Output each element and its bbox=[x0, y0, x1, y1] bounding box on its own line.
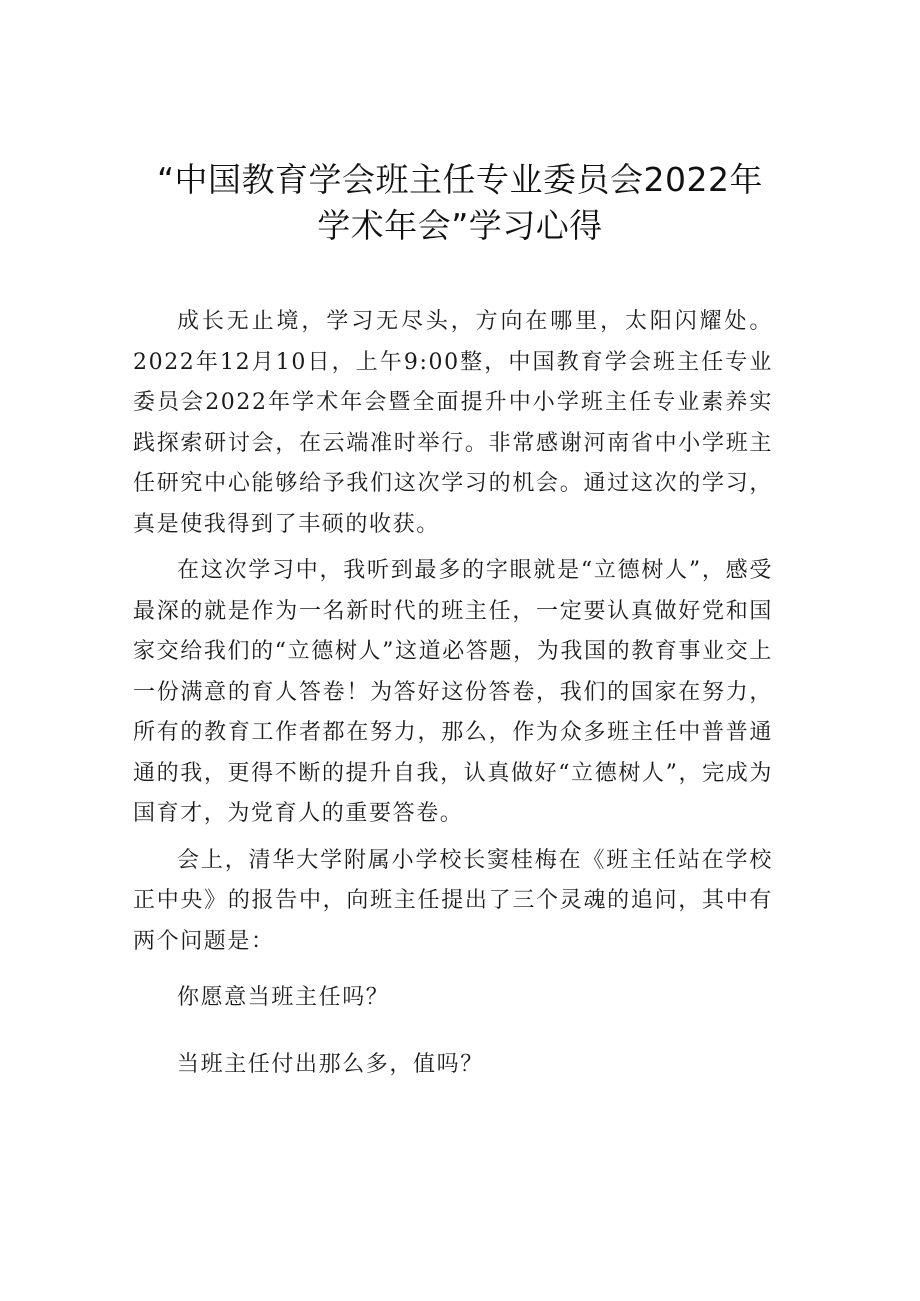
paragraph-conference-report: 会上，清华大学附属小学校长窦桂梅在《班主任站在学校正中央》的报告中，向班主任提出了三个灵魂的追问，其中有两个问题是： bbox=[133, 847, 773, 954]
paragraph-intro: 成长无止境，学习无尽头，方向在哪里，太阳闪耀处。2022年12月10日，上午9:00整，中国教育学会班主任专业委员会2022年学术年会暨全面提升中小学班主任专业素养实践探索研讨会，在云端准时举行。非常感谢河南省中小学班主任研究中心能够给予我们这次学习的机会。通过这次的学习，真是使我得到了丰硕的收获。 bbox=[133, 309, 773, 537]
document-body bbox=[133, 302, 773, 1091]
document-title: “中国教育学会班主任专业委员会2022年学术年会”学习心得 bbox=[156, 160, 764, 245]
question-worth-it: 当班主任付出那么多，值吗？ bbox=[177, 1051, 484, 1077]
question-willing: 你愿意当班主任吗？ bbox=[177, 985, 390, 1010]
paragraph-lide-shuren: 在这次学习中，我听到最多的字眼就是“立德树人”，感受最深的就是作为一名新时代的班主任，一定要认真做好党和国家交给我们的“立德树人”这道必答题，为我国的教育事业交上一份满意的育人答卷！为答好这份答卷，我们的国家在努力，所有的教育工作者都在努力，那么，作为众多班主任中普普通通的我，更得不断的提升自我，认真做好“立德树人”，完成为国育才，为党育人的重要答卷。 bbox=[133, 558, 773, 826]
